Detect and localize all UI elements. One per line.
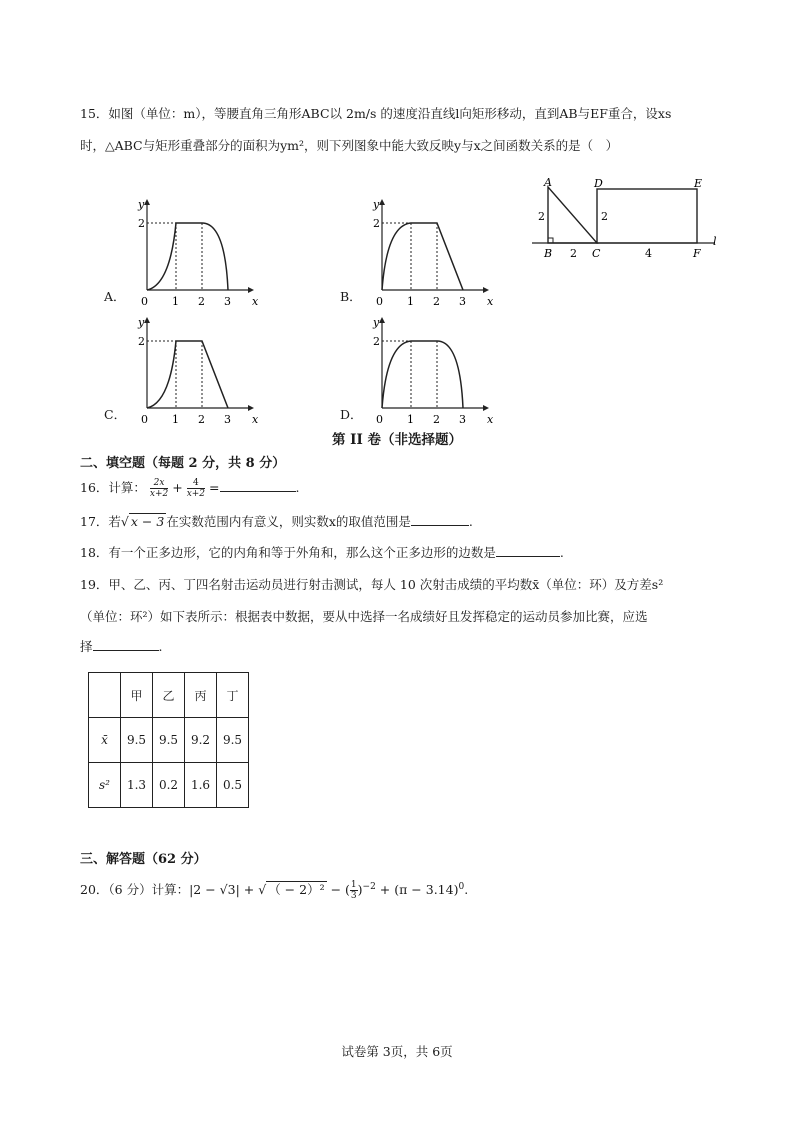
- graph-c-tick-0: 0: [141, 413, 148, 426]
- graph-b-tick-3: 3: [459, 295, 466, 308]
- q17: 17．若√ x − 3 在实数范围内有意义，则实数x的取值范围是 .: [80, 514, 473, 529]
- q19-line2: （单位：环²）如下表所示：根据表中数据，要从中选择一名成绩好且发挥稳定的运动员参加比赛，应选: [80, 609, 648, 624]
- q19-line3: [80, 637, 163, 655]
- option-d-label: D．: [340, 407, 363, 422]
- table-cell: 9.5: [153, 718, 185, 763]
- q16-frac2: $\frac{4}{x+2}$: [186, 478, 206, 499]
- table-cell: x̄: [89, 718, 121, 763]
- point-f: F: [693, 247, 701, 260]
- q20-exp1: −2: [362, 881, 376, 892]
- graph-b-tick-1: 1: [407, 295, 414, 308]
- q16-answer-blank[interactable]: [220, 479, 296, 492]
- geometry-svg: [530, 175, 730, 265]
- option-b-label: B．: [340, 289, 362, 304]
- table-cell: 乙: [153, 673, 185, 718]
- q18: [80, 543, 564, 561]
- table-cell: 0.2: [153, 763, 185, 808]
- table-cell: [89, 673, 121, 718]
- q18-end: .: [559, 545, 564, 560]
- q17-rest: 在实数范围内有意义，则实数x的取值范围是: [166, 514, 411, 529]
- geometry-figure: [530, 175, 730, 269]
- table-cell: s²: [89, 763, 121, 808]
- graph-b-tick-0: 0: [376, 295, 383, 308]
- q20-frac: $\frac{1}{3}$: [350, 880, 357, 901]
- label-bc: 2: [570, 247, 577, 260]
- q20-minus: −: [326, 882, 346, 897]
- q16-prefix: 16．计算：: [80, 480, 146, 495]
- option-c-label: C．: [104, 407, 127, 422]
- q15-line1: 15．如图（单位：m），等腰直角三角形ABC以 2m/s 的速度沿直线l向矩形移动，直到AB与EF重合，设xs: [80, 106, 672, 121]
- label-ab: 2: [538, 210, 545, 223]
- graph-a-x-label: x: [252, 295, 259, 308]
- table-row: [89, 718, 249, 763]
- graph-c-x-label: x: [252, 413, 259, 426]
- q19-line1: 19．甲、乙、丙、丁四名射击运动员进行射击测试，每人 10 次射击成绩的平均数x̄（单位：环）及方差s²: [80, 577, 664, 592]
- graph-c-tick-3: 3: [224, 413, 231, 426]
- point-e: E: [694, 177, 703, 190]
- section3-heading: 三、解答题（62 分）: [80, 852, 207, 867]
- point-b: B: [544, 247, 553, 260]
- graph-c-y-label: y: [138, 316, 145, 329]
- option-a-label: A．: [104, 289, 126, 304]
- table-cell: 丁: [217, 673, 249, 718]
- q19-end: .: [158, 639, 163, 654]
- graph-a-tick-y: 2: [138, 217, 145, 230]
- q20-plus1: +: [239, 882, 259, 897]
- table-cell: 0.5: [217, 763, 249, 808]
- graph-d-curve: [382, 341, 463, 408]
- table-row: [89, 763, 249, 808]
- q20-exp2: 0: [458, 881, 465, 892]
- graph-c-tick-y: 2: [138, 335, 145, 348]
- q18-answer-blank[interactable]: [496, 544, 560, 557]
- graph-d-tick-3: 3: [459, 413, 466, 426]
- label-cf: 4: [645, 247, 652, 260]
- q15-line2: 时，△ABC与矩形重叠部分的面积为ym²，则下列图象中能大致反映y与x之间函数关系的是（ ）: [80, 138, 619, 153]
- graph-a-tick-3: 3: [224, 295, 231, 308]
- graph-a-y-label: y: [138, 198, 145, 211]
- graph-b-y-label: y: [373, 198, 380, 211]
- point-c: C: [592, 247, 601, 260]
- graph-d-tick-2: 2: [433, 413, 440, 426]
- q20-end: .: [464, 882, 469, 897]
- table-cell: 丙: [185, 673, 217, 718]
- label-dc: 2: [601, 210, 608, 223]
- graph-a-tick-2: 2: [198, 295, 205, 308]
- score-table: [88, 672, 249, 808]
- graph-c-tick-1: 1: [172, 413, 179, 426]
- table-cell: 甲: [121, 673, 153, 718]
- graph-c-tick-2: 2: [198, 413, 205, 426]
- q17-prefix: 17．若: [80, 514, 121, 529]
- graph-b-tick-y: 2: [373, 217, 380, 230]
- line-l-label: l: [713, 235, 717, 248]
- q17-answer-blank[interactable]: [411, 513, 469, 526]
- graph-b-tick-2: 2: [433, 295, 440, 308]
- q18-text: 18．有一个正多边形，它的内角和等于外角和，那么这个正多边形的边数是: [80, 545, 496, 560]
- table-cell: 1.6: [185, 763, 217, 808]
- graph-d-y-label: y: [373, 316, 380, 329]
- graph-a-tick-1: 1: [172, 295, 179, 308]
- point-a: A: [544, 176, 552, 189]
- page-footer: 试卷第 3页，共 6页: [341, 1044, 453, 1059]
- table-cell: 9.5: [217, 718, 249, 763]
- q16-plus: +: [172, 480, 183, 495]
- q20-prefix: 20．（6 分）计算：: [80, 882, 190, 897]
- graph-d-tick-y: 2: [373, 335, 380, 348]
- q20-plus2: + (π − 3.14): [375, 882, 459, 897]
- graph-d-tick-1: 1: [407, 413, 414, 426]
- graph-a-curve: [147, 223, 228, 290]
- section2-heading: 二、填空题（每题 2 分，共 8 分）: [80, 456, 286, 471]
- q16: [80, 478, 299, 499]
- table-header-row: [89, 673, 249, 718]
- q17-end: .: [468, 514, 473, 529]
- q19-line3-text: 择: [80, 639, 93, 654]
- q20: 20．（6 分）计算：|2 − √3| + √ （ − 2）² − ( $\frac{1}{3}$ )$^{-2} + (\pi - 3.14)^0$.: [80, 880, 469, 901]
- q17-radicand: x − 3: [130, 514, 165, 529]
- q20-part1: |2 − √3|: [189, 882, 240, 897]
- q16-frac1: $\frac{2x}{x+2}$: [149, 478, 169, 499]
- graph-d-tick-0: 0: [376, 413, 383, 426]
- table-cell: 1.3: [121, 763, 153, 808]
- graph-a-tick-0: 0: [141, 295, 148, 308]
- point-d: D: [594, 177, 603, 190]
- table-cell: 9.5: [121, 718, 153, 763]
- graph-c-curve: [147, 341, 228, 408]
- graph-b-curve: [382, 223, 463, 290]
- q20-radicand: （ − 2）²: [268, 882, 325, 897]
- graph-b-x-label: x: [487, 295, 494, 308]
- q19-answer-blank[interactable]: [93, 638, 159, 651]
- part2-title: 第 II 卷（非选择题）: [331, 432, 463, 448]
- table-cell: 9.2: [185, 718, 217, 763]
- q16-eq: =: [209, 480, 220, 495]
- q16-end: .: [295, 480, 300, 495]
- graph-d-x-label: x: [487, 413, 494, 426]
